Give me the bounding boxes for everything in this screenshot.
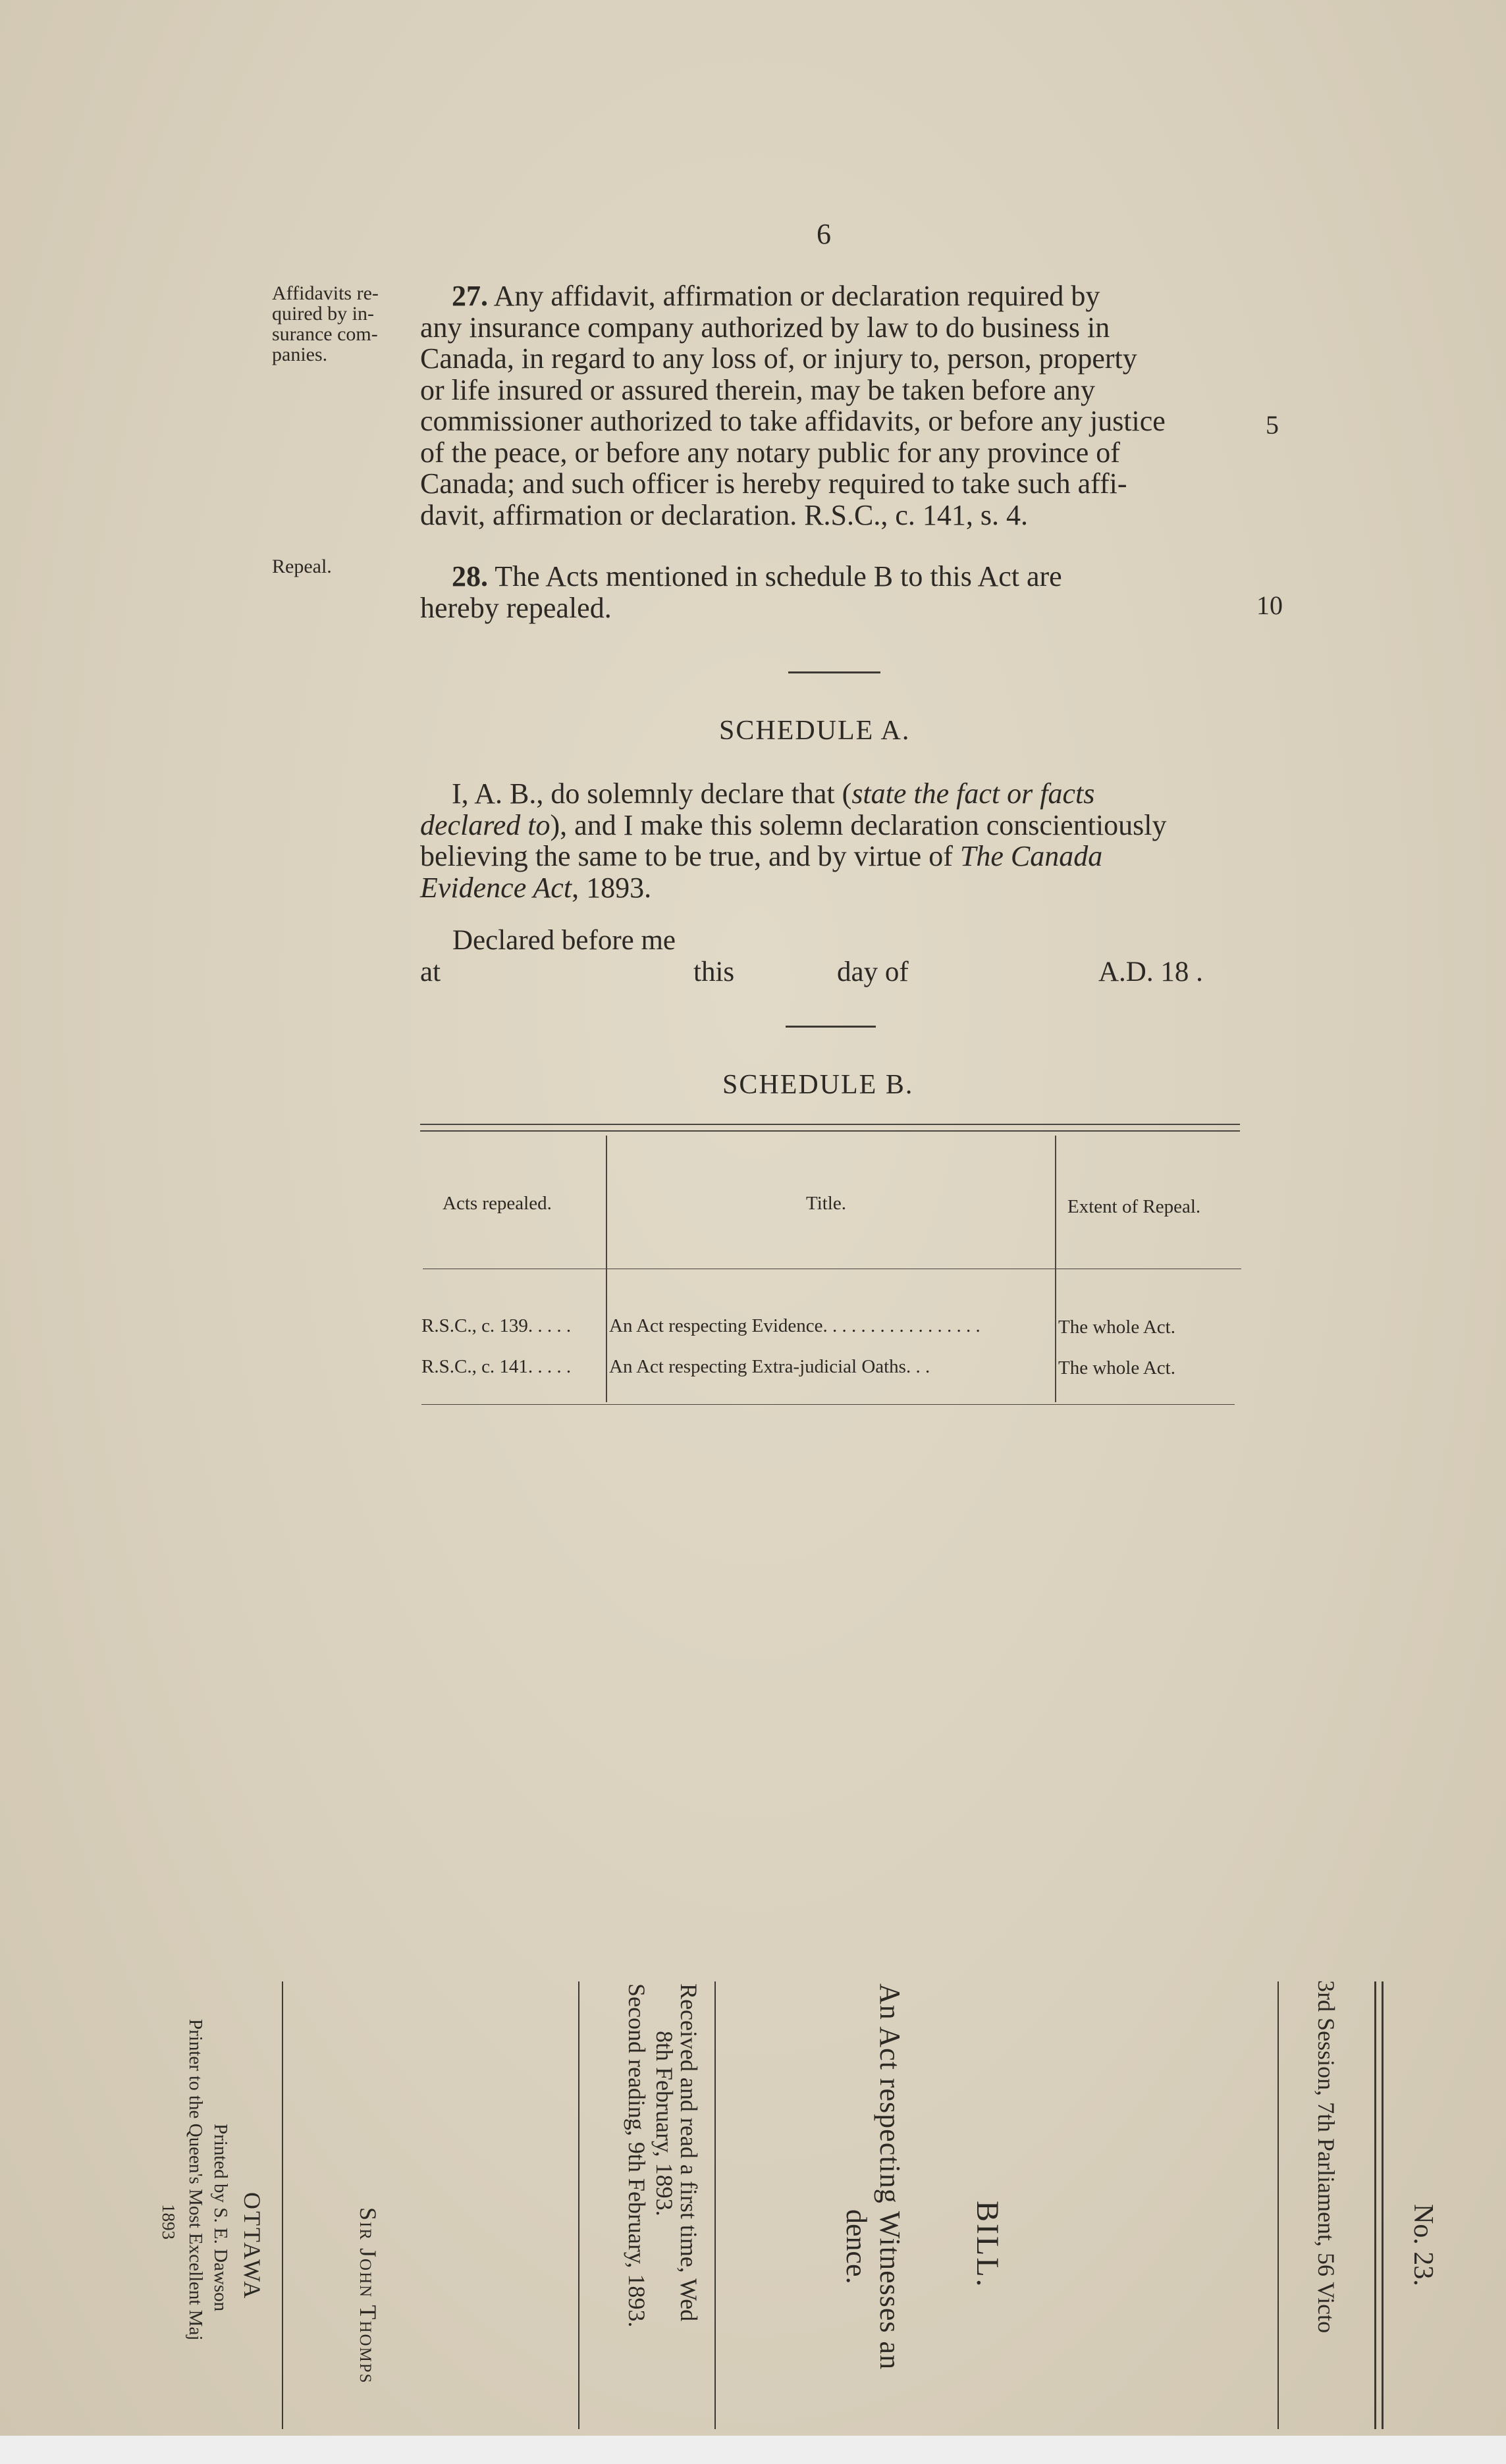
column-header: Title. [806, 1193, 846, 1214]
schedule-a-declaration [420, 778, 1247, 903]
body-line: hereby repealed. [420, 591, 612, 624]
margin-note-line: quired by in- [272, 303, 374, 325]
section-28 [420, 561, 1247, 623]
printer-to: Printer to the Queen's Most Excellent Maj [185, 2019, 206, 2341]
section-number: 28. [452, 560, 488, 592]
declared-this: this [693, 957, 735, 987]
margin-note-repeal: Repeal. [272, 556, 332, 577]
margin-note-line: surance com- [272, 323, 378, 345]
table-top-rule [420, 1130, 1240, 1132]
body-line: The Acts mentioned in schedule B to this Act are [495, 560, 1062, 592]
schedule-a-heading: SCHEDULE A. [719, 716, 911, 746]
cover-rule [1374, 1981, 1376, 2429]
cover-rule [282, 1981, 283, 2429]
cover-rule [1382, 1981, 1384, 2429]
column-header: Acts repealed. [443, 1193, 552, 1214]
table-cell: R.S.C., c. 141. . . . . [421, 1356, 572, 1377]
first-reading: Received and read a first time, Wed [676, 1983, 702, 2322]
line-number: 10 [1256, 590, 1283, 620]
column-header: Extent of Repeal. [1067, 1196, 1201, 1217]
declared-ad: A.D. 18 . [1098, 957, 1203, 987]
section-27 [420, 280, 1247, 531]
divider [788, 671, 880, 673]
declaration-text: I, A. B., do solemnly declare that ( [452, 777, 852, 810]
ottawa: OTTAWA [239, 2192, 265, 2301]
line-number: 5 [1266, 410, 1279, 440]
table-top-rule [420, 1124, 1240, 1125]
bill-title: An Act respecting Witnesses an [874, 1983, 906, 2371]
body-line: of the peace, or before any notary public for any province of [420, 436, 1120, 469]
table-cell: An Act respecting Extra-judicial Oaths. . . [609, 1356, 930, 1377]
second-reading: Second reading, 9th February, 1893. [624, 1983, 650, 2328]
year: 1893 [159, 2204, 178, 2240]
page-number: 6 [817, 218, 831, 250]
section-number: 27. [452, 280, 488, 312]
cover-rule [578, 1981, 579, 2429]
body-line: Canada, in regard to any loss of, or injury to, person, property [420, 342, 1137, 375]
body-line: or life insured or assured therein, may be taken before any [420, 373, 1096, 406]
table-bottom-rule [421, 1404, 1235, 1405]
scan-edge [0, 2436, 1506, 2464]
table-cell: The whole Act. [1058, 1357, 1175, 1378]
bill-title: dence. [840, 2209, 873, 2284]
declared-day-of: day of [837, 957, 909, 987]
declaration-line [420, 778, 1247, 810]
sponsor: Sir John Thomps [355, 2207, 381, 2384]
cover-rule [714, 1981, 716, 2429]
table-cell: R.S.C., c. 139. . . . . [421, 1315, 572, 1336]
bill-number: No. 23. [1408, 2204, 1438, 2286]
declaration-text: ), and I make this solemn declaration conscientiously [550, 808, 1167, 841]
declaration-line [420, 841, 1247, 872]
declaration-text: , 1893. [572, 871, 652, 904]
declaration-line [420, 872, 1247, 904]
declaration-text: believing the same to be true, and by virtue of [420, 840, 960, 872]
declaration-italic: declared to [420, 808, 551, 841]
session-line: 3rd Session, 7th Parliament, 56 Victo [1313, 1980, 1339, 2334]
body-line: davit, affirmation or declaration. R.S.C., c. 141, s. 4. [420, 498, 1029, 531]
body-line: Canada; and such officer is hereby required to take such affi- [420, 467, 1127, 500]
declared-at: at [420, 957, 441, 987]
section-27-first-line [420, 280, 1247, 312]
declaration-italic: The Canada [959, 840, 1103, 872]
table-cell: An Act respecting Evidence. . . . . . . . . . . . . . . . . [609, 1315, 981, 1336]
body-line: commissioner authorized to take affidavits, or before any justice [420, 405, 1166, 437]
bill-heading: BILL. [970, 2201, 1005, 2289]
cover-rule [1277, 1981, 1279, 2429]
body-line: Any affidavit, affirmation or declaration required by [493, 280, 1100, 312]
section-28-first-line [420, 561, 1247, 592]
declared-before-me: Declared before me [452, 925, 676, 956]
table-cell: The whole Act. [1058, 1317, 1175, 1338]
body-line: any insurance company authorized by law to do business in [420, 311, 1110, 344]
declaration-italic: Evidence Act [420, 871, 572, 904]
declaration-italic: state the fact or facts [851, 777, 1095, 810]
printed-by: Printed by S. E. Dawson [210, 2124, 231, 2312]
divider [786, 1026, 876, 1028]
declaration-line [420, 810, 1247, 841]
schedule-b-heading: SCHEDULE B. [722, 1070, 914, 1100]
margin-note-affidavits [272, 283, 379, 365]
first-reading: 8th February, 1893. [651, 2031, 678, 2216]
margin-note-line: Affidavits re- [272, 282, 379, 304]
margin-note-line: panies. [272, 344, 328, 365]
